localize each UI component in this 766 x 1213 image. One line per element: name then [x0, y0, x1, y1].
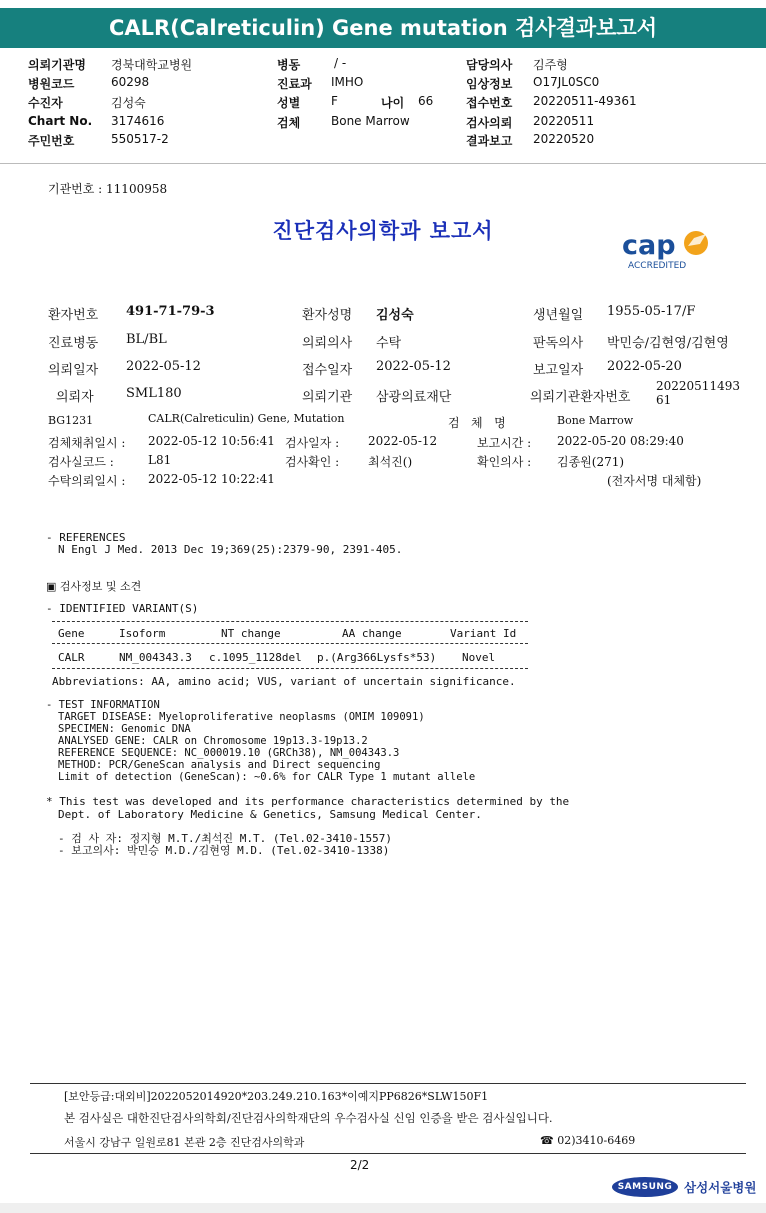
test-name: CALR(Calreticulin) Gene, Mutation — [148, 412, 345, 425]
patient-value: 2022-05-20 — [607, 359, 682, 374]
table-header-cell: Gene — [58, 627, 85, 640]
confirm-value: 최석진() — [368, 455, 413, 469]
patient-label: 환자성명 — [302, 308, 353, 323]
table-rule — [52, 643, 528, 644]
table-header-cell: Isoform — [119, 627, 166, 640]
test-info-line: ANALYSED GENE: CALR on Chromosome 19p13.3-19p13.2 — [58, 735, 368, 747]
testdate-label: 검사일자 : — [285, 436, 340, 450]
table-cell: Novel — [462, 651, 496, 664]
patient-label: 보고일자 — [533, 363, 584, 378]
staff-line: - 보고의사: 박민승 M.D./김현영 M.D. (Tel.02-3410-1338) — [58, 844, 390, 857]
bottom-strip — [0, 1203, 766, 1213]
patient-value: 2022051149361 — [656, 379, 740, 407]
room-label: 검사실코드 : — [48, 455, 114, 469]
samsung-badge: SAMSUNG — [612, 1177, 678, 1197]
header-value: 66 — [418, 94, 434, 108]
report-header-title: CALR(Calreticulin) Gene mutation 검사결과보고서 — [0, 8, 766, 48]
patient-value: 2022-05-12 — [376, 359, 451, 374]
collect-label: 검체채취일시 : — [48, 436, 126, 450]
header-label: 접수번호 — [466, 96, 513, 110]
header-label: 검체 — [277, 116, 301, 130]
references-heading: - REFERENCES — [46, 531, 126, 544]
findings-heading: ▣ 검사정보 및 소견 — [46, 580, 142, 593]
patient-value: 김성숙 — [376, 308, 414, 323]
confirm-label: 검사확인 : — [285, 455, 340, 469]
header-value: 20220520 — [533, 132, 595, 146]
header-value: F — [331, 94, 338, 108]
reporttime-value: 2022-05-20 08:29:40 — [557, 434, 684, 448]
collect-value: 2022-05-12 10:56:41 — [148, 434, 275, 448]
header-label: 주민번호 — [28, 134, 75, 148]
patient-value: 2022-05-12 — [126, 359, 201, 374]
patient-label: 진료병동 — [48, 336, 99, 351]
header-value: 3174616 — [111, 114, 165, 128]
table-rule — [52, 668, 528, 669]
confirmdoc-label: 확인의사 : — [477, 455, 532, 469]
header-value: 김성숙 — [111, 96, 146, 110]
institution-number: 기관번호 : 11100958 — [48, 182, 168, 196]
disclaimer-line: * This test was developed and its performance characteristics determined by the — [46, 795, 570, 808]
header-divider — [0, 163, 766, 164]
table-cell: NM_004343.3 — [119, 651, 192, 664]
header-label: 결과보고 — [466, 134, 513, 148]
patient-value: SML180 — [126, 386, 182, 401]
cap-accredited-logo — [620, 226, 720, 272]
table-header-cell: NT change — [221, 627, 281, 640]
patient-label: 의뢰의사 — [302, 336, 353, 351]
page-number: 2/2 — [350, 1158, 370, 1172]
variants-heading: - IDENTIFIED VARIANT(S) — [46, 602, 199, 615]
patient-label: 의뢰기관 — [302, 390, 353, 405]
patient-label: 의뢰일자 — [48, 363, 99, 378]
patient-label: 접수일자 — [302, 363, 353, 378]
patient-label: 판독의사 — [533, 336, 584, 351]
table-header-cell: AA change — [342, 627, 402, 640]
patient-value: 1955-05-17/F — [607, 304, 696, 319]
hospital-name: 삼성서울병원 — [684, 1180, 757, 1195]
test-code: BG1231 — [48, 414, 94, 427]
patient-label: 환자번호 — [48, 308, 99, 323]
table-cell: p.(Arg366Lysfs*53) — [317, 651, 437, 664]
header-value: 20220511-49361 — [533, 94, 637, 108]
specimen-label: 검 체 명 — [448, 416, 506, 430]
header-label: 나이 — [381, 96, 405, 110]
report-title: 진단검사의학과 보고서 — [272, 218, 494, 243]
table-cell: CALR — [58, 651, 85, 664]
consign-label: 수탁의뢰일시 : — [48, 474, 126, 488]
header-value: O17JL0SC0 — [533, 75, 600, 89]
cap-logo-text: cap — [622, 230, 676, 261]
header-value: 60298 — [111, 75, 150, 89]
table-header-cell: Variant Id — [450, 627, 517, 640]
header-value: 20220511 — [533, 114, 595, 128]
security-stamp: [보안등급:대외비]2022052014920*203.249.210.163*이예지PP6826*SLW150F1 — [64, 1090, 489, 1103]
test-info-line: SPECIMEN: Genomic DNA — [58, 723, 191, 735]
lab-phone: ☎ 02)3410-6469 — [540, 1134, 636, 1147]
header-value: 550517-2 — [111, 132, 169, 146]
abbreviations: Abbreviations: AA, amino acid; VUS, variant of uncertain significance. — [52, 675, 516, 688]
confirmdoc-value: 김종원(271) — [557, 455, 625, 469]
header-label: 의뢰기관명 — [28, 58, 86, 72]
samsung-hospital-logo — [612, 1175, 757, 1199]
header-label: 성별 — [277, 96, 301, 110]
references-line: N Engl J Med. 2013 Dec 19;369(25):2379-90, 2391-405. — [58, 543, 403, 556]
lab-address: 서울시 강남구 일원로81 본관 2층 진단검사의학과 — [64, 1136, 305, 1149]
disclaimer-line: Dept. of Laboratory Medicine & Genetics, Samsung Medical Center. — [58, 808, 482, 821]
test-info-line: Limit of detection (GeneScan): ~0.6% for CALR Type 1 mutant allele — [58, 771, 476, 783]
header-label: 검사의뢰 — [466, 116, 513, 130]
patient-value: 491-71-79-3 — [126, 304, 215, 319]
table-rule — [52, 621, 528, 622]
header-value: Bone Marrow — [331, 114, 410, 128]
patient-value: BL/BL — [126, 332, 167, 347]
header-info — [0, 0, 766, 160]
testdate-value: 2022-05-12 — [368, 434, 438, 448]
header-value: 경북대학교병원 — [111, 58, 193, 72]
patient-label: 생년월일 — [533, 308, 584, 323]
staff-line: - 검 사 자: 정지형 M.T./최석진 M.T. (Tel.02-3410-1557) — [58, 832, 393, 845]
table-cell: c.1095_1128del — [209, 651, 302, 664]
patient-value: 수탁 — [376, 336, 402, 351]
cap-logo-subtext: ACCREDITED — [628, 261, 687, 271]
certification-note: 본 검사실은 대한진단검사의학회/진단검사의학재단의 우수검사실 신임 인증을 받은 검사실입니다. — [64, 1111, 553, 1125]
header-label: 병동 — [277, 58, 301, 72]
header-label: Chart No. — [28, 114, 93, 128]
header-label: 수진자 — [28, 96, 63, 110]
footer-rule — [30, 1153, 746, 1154]
header-label: 담당의사 — [466, 58, 513, 72]
patient-value: 박민승/김현영/김현영 — [607, 336, 729, 351]
header-label: 진료과 — [277, 77, 312, 91]
patient-label: 의뢰기관환자번호 — [530, 390, 631, 405]
header-value: / - — [334, 56, 347, 70]
header-value: IMHO — [331, 75, 364, 89]
test-info-line: REFERENCE SEQUENCE: NC_000019.10 (GRCh38), NM_004343.3 — [58, 747, 400, 759]
test-info-line: METHOD: PCR/GeneScan analysis and Direct sequencing — [58, 759, 381, 771]
footer-rule — [30, 1083, 746, 1084]
consign-value: 2022-05-12 10:22:41 — [148, 472, 275, 486]
patient-value: 삼광의료재단 — [376, 390, 452, 405]
room-value: L81 — [148, 453, 172, 467]
reporttime-label: 보고시간 : — [477, 436, 532, 450]
patient-label: 의뢰자 — [56, 390, 94, 405]
header-label: 병원코드 — [28, 77, 75, 91]
specimen-value: Bone Marrow — [557, 414, 634, 427]
header-label: 임상정보 — [466, 77, 513, 91]
test-info-heading: - TEST INFORMATION — [46, 699, 160, 711]
esign-note: (전자서명 대체함) — [607, 474, 702, 488]
test-info-line: TARGET DISEASE: Myeloproliferative neoplasms (OMIM 109091) — [58, 711, 425, 723]
header-value: 김주형 — [533, 58, 568, 72]
